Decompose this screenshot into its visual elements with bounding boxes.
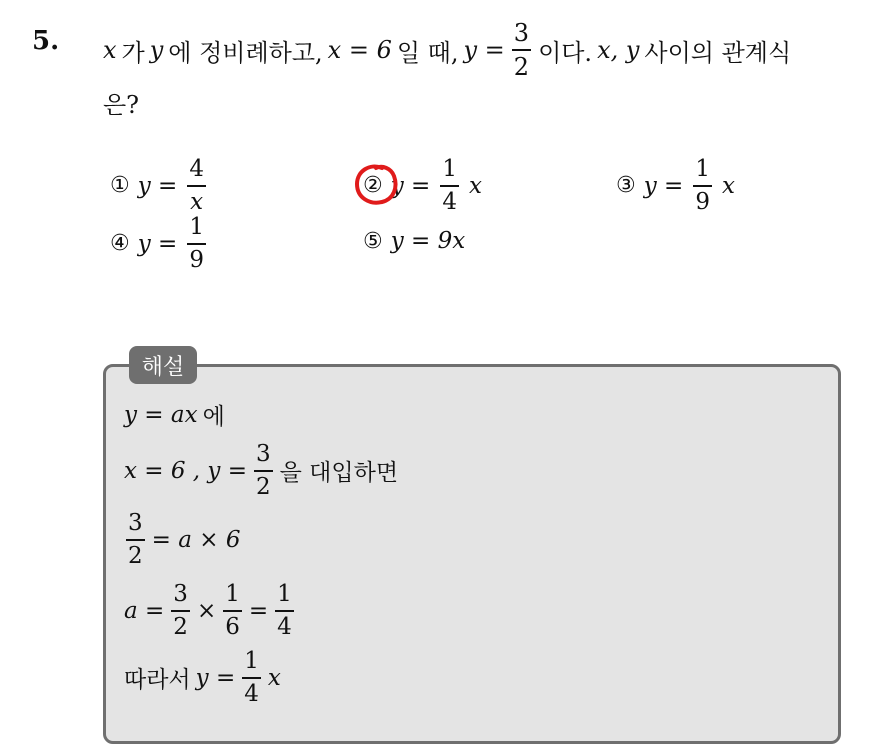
choice-marker: ② [363, 173, 383, 199]
fraction-bar [693, 185, 712, 187]
numerator: 3 [256, 441, 271, 467]
suffix: x [267, 664, 281, 691]
solution-line-4 [124, 583, 296, 639]
denominator: 4 [277, 613, 292, 640]
choice-marker: ① [110, 173, 130, 199]
choice-lhs: y = [390, 172, 431, 199]
solution-line-1 [124, 398, 225, 431]
denominator: 2 [256, 473, 271, 500]
fraction-bar [223, 610, 242, 612]
question-number: 5. [32, 26, 60, 56]
var-y: y [149, 36, 164, 64]
numerator: 3 [128, 510, 143, 536]
stem-text: 일 때, [396, 38, 459, 67]
fraction [275, 583, 294, 639]
numerator: 1 [695, 156, 710, 182]
choice-marker: ⑤ [363, 228, 383, 254]
fraction-bar [242, 677, 261, 679]
denominator: 2 [173, 613, 188, 640]
solution-line-2 [124, 443, 398, 499]
operator: = [248, 597, 269, 624]
numerator: 3 [173, 581, 188, 607]
fraction-bar [275, 610, 294, 612]
fraction-bar [187, 243, 206, 245]
choice-marker: ③ [616, 173, 636, 199]
denominator: 4 [244, 680, 259, 707]
choice-expr: y = 9x [390, 228, 466, 254]
stem-text: 사이의 관계식 [644, 38, 792, 67]
fraction [512, 21, 531, 79]
fraction-bar [254, 470, 273, 472]
choice-marker: ④ [110, 231, 130, 257]
fraction-bar [440, 185, 459, 187]
numerator: 3 [513, 19, 530, 48]
fraction [187, 158, 206, 214]
denominator: x [190, 188, 204, 215]
numerator: 1 [442, 156, 457, 182]
stem-text: 에 정비례하고, [168, 38, 323, 67]
choice-suffix: x [721, 172, 735, 199]
denominator: 2 [513, 52, 530, 81]
fraction [693, 158, 712, 214]
solution-line-3 [124, 512, 240, 568]
expr: y = ax [124, 401, 198, 428]
fraction [171, 583, 190, 639]
fraction-bar [126, 539, 145, 541]
numerator: 1 [277, 581, 292, 607]
solution-label: 해설 [129, 346, 197, 384]
choice-lhs: y = [137, 230, 178, 257]
text: 에 [202, 404, 225, 430]
denominator: 9 [189, 246, 204, 273]
fraction-bar [512, 49, 531, 51]
condition-x: x = 6 [327, 36, 392, 64]
operator: × [196, 597, 217, 624]
denominator: 6 [225, 613, 240, 640]
solution-line-5 [124, 650, 281, 706]
choice-3[interactable] [616, 158, 735, 214]
numerator: 1 [225, 581, 240, 607]
choice-lhs: y = [137, 172, 178, 199]
denominator: 9 [695, 188, 710, 215]
fraction-bar [171, 610, 190, 612]
var-x: x [103, 36, 117, 64]
expr: y = [195, 664, 236, 691]
text: 을 대입하면 [279, 460, 399, 487]
expr: = a × 6 [151, 526, 241, 553]
denominator: 2 [128, 542, 143, 569]
vars-xy: x, y [597, 36, 640, 64]
choice-4[interactable] [110, 216, 208, 272]
question-stem-line2: 은? [103, 91, 140, 119]
expr: a = [124, 597, 165, 624]
expr: x = 6 , y = [124, 457, 248, 484]
numerator: 1 [244, 648, 259, 674]
numerator: 4 [189, 156, 204, 182]
stem-text: 이다. [538, 38, 593, 67]
fraction [440, 158, 459, 214]
numerator: 1 [189, 214, 204, 240]
fraction-bar [187, 185, 206, 187]
choice-5[interactable] [363, 228, 465, 254]
condition-y: y = [463, 36, 505, 64]
choice-1[interactable] [110, 158, 208, 214]
text: 따라서 [124, 667, 191, 694]
fraction [223, 583, 242, 639]
denominator: 4 [442, 188, 457, 215]
stem-text: 가 [121, 38, 145, 67]
choice-lhs: y = [643, 172, 684, 199]
choice-suffix: x [468, 172, 482, 199]
fraction [126, 512, 145, 568]
fraction [242, 650, 261, 706]
fraction [254, 443, 273, 499]
question-stem-line1 [103, 19, 792, 81]
fraction [187, 216, 206, 272]
answer-circle-mark [352, 162, 402, 208]
